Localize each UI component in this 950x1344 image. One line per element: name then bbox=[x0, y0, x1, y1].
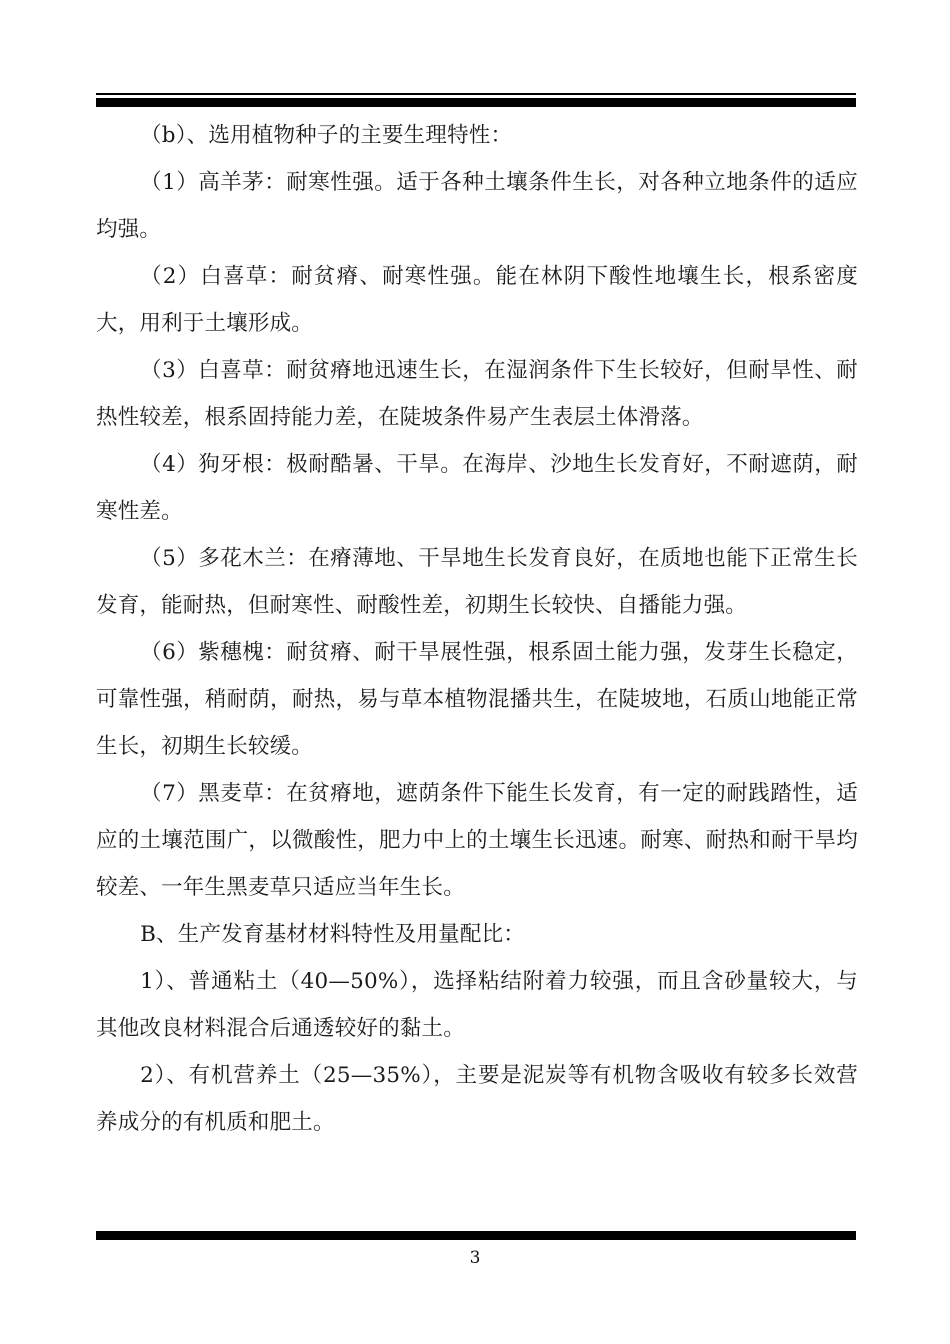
paragraph-heading-b: （b）、选用植物种子的主要生理特性： bbox=[140, 123, 513, 148]
paragraph-item-2: （2）白喜草：耐贫瘠、耐寒性强。能在林阴下酸性地壤生长，根系密度大，用利于土壤形成。 bbox=[96, 264, 858, 336]
paragraph-item-5: （5）多花木兰：在瘠薄地、干旱地生长发育良好，在质地也能下正常生长发育，能耐热，但耐寒性、耐酸性差，初期生长较快、自播能力强。 bbox=[96, 546, 858, 618]
paragraph-item-6: （6）紫穗槐：耐贫瘠、耐干旱展性强，根系固土能力强，发芽生长稳定，可靠性强，稍耐荫，耐热，易与草本植物混播共生，在陡坡地，石质山地能正常生长，初期生长较缓。 bbox=[96, 640, 858, 759]
header-rule-thick bbox=[96, 98, 856, 107]
header-rule-thin bbox=[96, 93, 856, 95]
paragraph-material-1: 1）、普通粘土（40—50%），选择粘结附着力较强，而且含砂量较大，与其他改良材料混合后通透较好的黏土。 bbox=[96, 969, 858, 1041]
paragraph-heading-B: B、生产发育基材材料特性及用量配比： bbox=[140, 922, 525, 947]
paragraph-item-7: （7）黑麦草：在贫瘠地，遮荫条件下能生长发育，有一定的耐践踏性，适应的土壤范围广，以微酸性，肥力中上的土壤生长迅速。耐寒、耐热和耐干旱均较差、一年生黑麦草只适应当年生长。 bbox=[96, 781, 858, 900]
document-body bbox=[96, 112, 858, 1146]
paragraph-material-2: 2）、有机营养土（25—35%），主要是泥炭等有机物含吸收有较多长效营养成分的有机质和肥土。 bbox=[96, 1063, 858, 1135]
paragraph-item-3: （3）白喜草：耐贫瘠地迅速生长，在湿润条件下生长较好，但耐旱性、耐热性较差，根系固持能力差，在陡坡条件易产生表层土体滑落。 bbox=[96, 358, 858, 430]
page-number: 3 bbox=[469, 1248, 481, 1268]
footer-rule bbox=[96, 1231, 856, 1240]
paragraph-item-1: （1）高羊茅：耐寒性强。适于各种土壤条件生长，对各种立地条件的适应均强。 bbox=[96, 170, 858, 242]
paragraph-item-4: （4）狗牙根：极耐酷暑、干旱。在海岸、沙地生长发育好，不耐遮荫，耐寒性差。 bbox=[96, 452, 858, 524]
